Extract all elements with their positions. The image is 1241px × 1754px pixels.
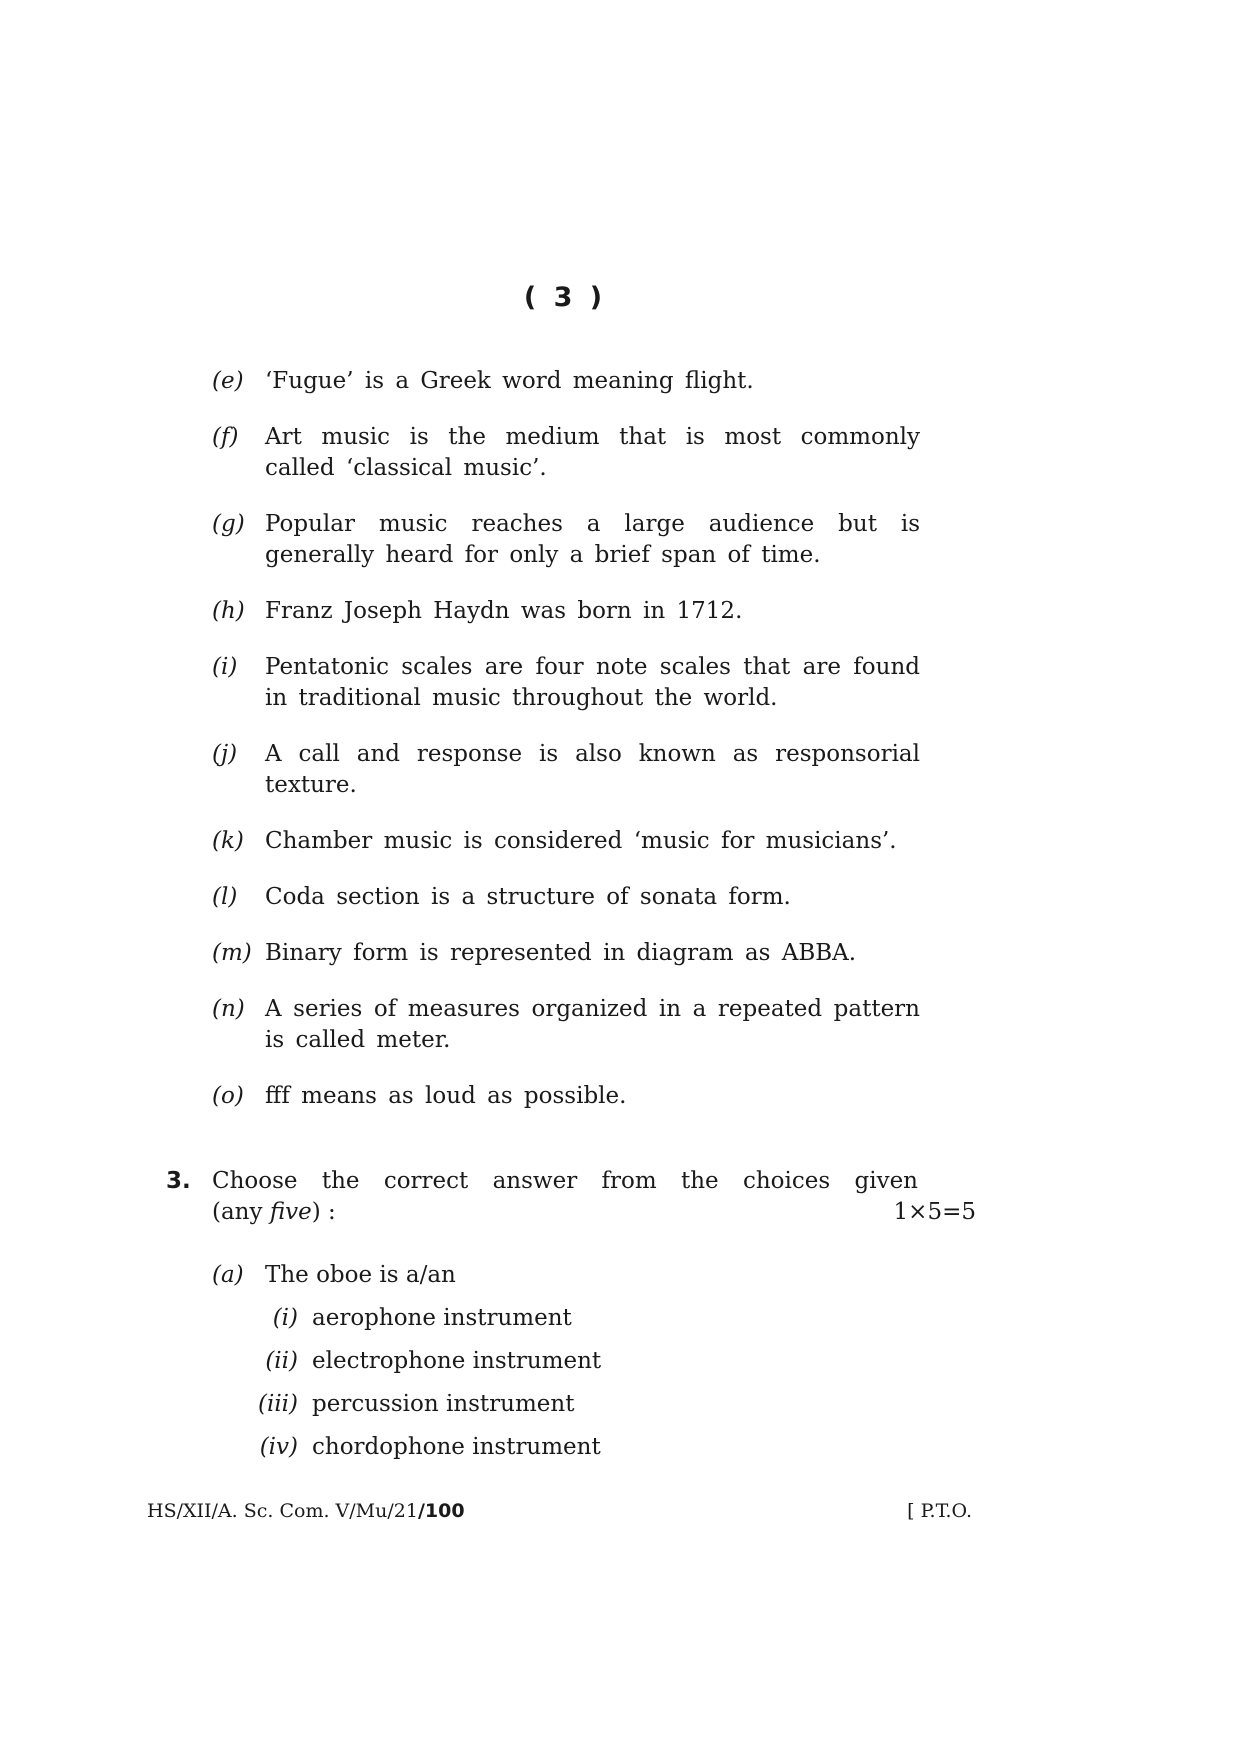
statement-item [212, 1081, 920, 1112]
statement-item [212, 739, 920, 801]
option-text: percussion instrument [312, 1391, 575, 1417]
statement-text: Art music is the medium that is most commonly called ‘classical music’. [265, 424, 920, 481]
true-false-statements [212, 366, 920, 1137]
option-label: (i) [272, 1305, 298, 1331]
question-3-header [166, 1166, 976, 1228]
statement-text: Binary form is represented in diagram as ABBA. [265, 940, 857, 966]
question-number: 3. [166, 1168, 191, 1194]
statement-label: (e) [212, 368, 244, 394]
statement-text: A series of measures organized in a repeated pattern is called meter. [265, 996, 920, 1053]
statement-item [212, 422, 920, 484]
option-item [212, 1303, 912, 1334]
statement-item [212, 826, 920, 857]
statement-text: Chamber music is considered ‘music for musicians’. [265, 828, 897, 854]
statement-label: (f) [212, 424, 239, 450]
statement-label: (h) [212, 598, 245, 624]
question-instruction-any [212, 1197, 336, 1228]
any-prefix: (any [212, 1199, 270, 1225]
option-item [212, 1389, 912, 1420]
statement-item [212, 882, 920, 913]
question-instruction-line1: Choose the correct answer from the choices given [212, 1168, 918, 1194]
option-list [212, 1303, 912, 1463]
option-label: (iv) [259, 1434, 298, 1460]
option-label: (iii) [257, 1391, 298, 1417]
sub-question-a [212, 1260, 912, 1475]
question-3 [166, 1166, 976, 1228]
option-text: electrophone instrument [312, 1348, 602, 1374]
option-label: (ii) [265, 1348, 298, 1374]
any-suffix: ) : [311, 1199, 336, 1225]
statement-item [212, 366, 920, 397]
pto-label: [ P.T.O. [907, 1500, 972, 1522]
paper-code-bold: /100 [417, 1500, 465, 1522]
option-item [212, 1432, 912, 1463]
question-marks: 1×5=5 [893, 1199, 976, 1225]
option-text: chordophone instrument [312, 1434, 601, 1460]
statement-label: (m) [212, 940, 252, 966]
page-footer [147, 1500, 972, 1522]
sub-question-a-head [212, 1260, 912, 1291]
statement-text: fff means as loud as possible. [265, 1083, 627, 1109]
question-instruction [212, 1166, 976, 1228]
sub-question-text: The oboe is a/an [265, 1262, 456, 1288]
statement-label: (i) [212, 654, 238, 680]
statement-text: Coda section is a structure of sonata form. [265, 884, 791, 910]
statement-text: Pentatonic scales are four note scales that are found in traditional music throughout the world. [265, 654, 920, 711]
statement-label: (j) [212, 741, 238, 767]
statement-label: (n) [212, 996, 245, 1022]
statement-label: (o) [212, 1083, 244, 1109]
statement-item [212, 994, 920, 1056]
statement-item [212, 652, 920, 714]
page-number: ( 3 ) [523, 282, 607, 313]
statement-text: ‘Fugue’ is a Greek word meaning flight. [265, 368, 754, 394]
statement-text: Popular music reaches a large audience but is generally heard for only a brief span of time. [265, 511, 920, 568]
statement-label: (l) [212, 884, 238, 910]
paper-code-text: HS/XII/A. Sc. Com. V/Mu/21 [147, 1500, 418, 1522]
statement-item [212, 938, 920, 969]
statement-text: A call and response is also known as responsorial texture. [265, 741, 920, 798]
statement-label: (k) [212, 828, 244, 854]
sub-question-label: (a) [212, 1262, 244, 1288]
option-text: aerophone instrument [312, 1305, 572, 1331]
statement-item [212, 596, 920, 627]
any-count: five [269, 1199, 312, 1225]
statement-label: (g) [212, 511, 245, 537]
option-item [212, 1346, 912, 1377]
statement-text: Franz Joseph Haydn was born in 1712. [265, 598, 743, 624]
question-instruction-line2 [212, 1197, 976, 1228]
paper-code [147, 1500, 465, 1522]
statement-item [212, 509, 920, 571]
